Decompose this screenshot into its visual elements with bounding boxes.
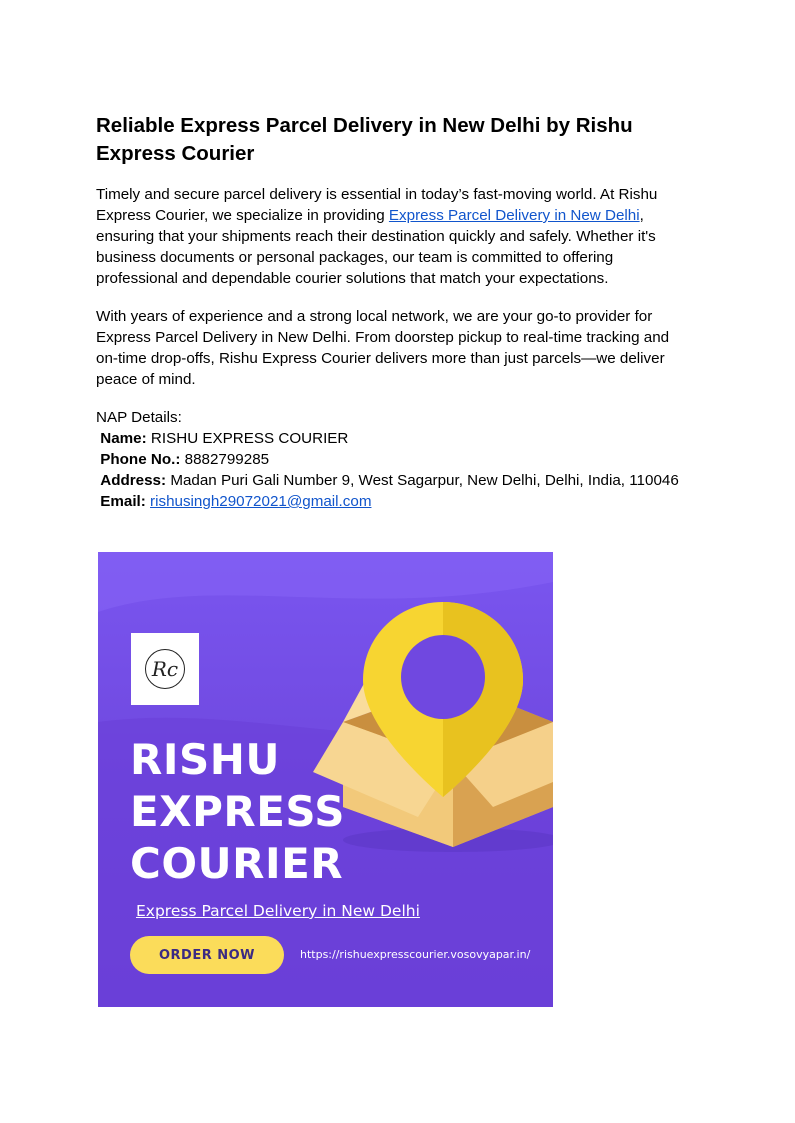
- document-page: [96, 112, 696, 512]
- nap-address-label: Address:: [100, 472, 167, 489]
- experience-paragraph: With years of experience and a strong local network, we are your go-to provider for Express Parcel Delivery in New Delhi. From doorstep pickup to real-time tracking and on-time drop-offs, Rishu Express Courier delivers more than just parcels—we deliver peace of mind.: [96, 308, 670, 388]
- page-title: Reliable Express Parcel Delivery in New Delhi by Rishu Express Courier: [96, 114, 633, 165]
- intro-text-after: , ensuring that your shipments reach their destination quickly and safely. Whether it's business documents or personal packages, our team is committed to offering professional and dependable courier solutions that match your expectations.: [96, 207, 656, 287]
- promo-banner: [98, 552, 553, 1007]
- logo-monogram: [131, 633, 199, 705]
- nap-title: NAP Details:: [96, 409, 182, 426]
- nap-address-value: Madan Puri Gali Number 9, West Sagarpur, New Delhi, Delhi, India, 110046: [170, 472, 679, 489]
- logo-monogram-text: Rc: [145, 649, 185, 689]
- nap-address-row: [96, 470, 694, 491]
- website-url: https://rishuexpresscourier.vosovyapar.in/: [300, 948, 531, 961]
- nap-phone-row: [96, 449, 694, 470]
- nap-email-label: Email:: [100, 493, 146, 510]
- order-now-button[interactable]: ORDER NOW: [130, 936, 284, 974]
- banner-tagline: Express Parcel Delivery in New Delhi: [136, 902, 420, 920]
- nap-phone-value: 8882799285: [184, 451, 270, 468]
- nap-details: [96, 407, 694, 512]
- nap-name-value: RISHU EXPRESS COURIER: [150, 430, 349, 447]
- nap-phone-label: Phone No.:: [100, 451, 181, 468]
- express-delivery-link[interactable]: Express Parcel Delivery in New Delhi: [388, 207, 640, 224]
- brand-line-1: RISHU: [130, 735, 280, 784]
- intro-paragraph: [96, 184, 694, 289]
- email-link[interactable]: rishusingh29072021@gmail.com: [150, 493, 372, 510]
- intro-text-before: Timely and secure parcel delivery is essential in today’s fast-moving world. At Rishu Express Courier, we specialize in providing: [96, 186, 658, 224]
- nap-email-row: [96, 491, 694, 512]
- brand-line-3: COURIER: [130, 839, 344, 888]
- nap-name-row: [96, 428, 694, 449]
- brand-line-2: EXPRESS: [130, 787, 345, 836]
- nap-name-label: Name:: [100, 430, 147, 447]
